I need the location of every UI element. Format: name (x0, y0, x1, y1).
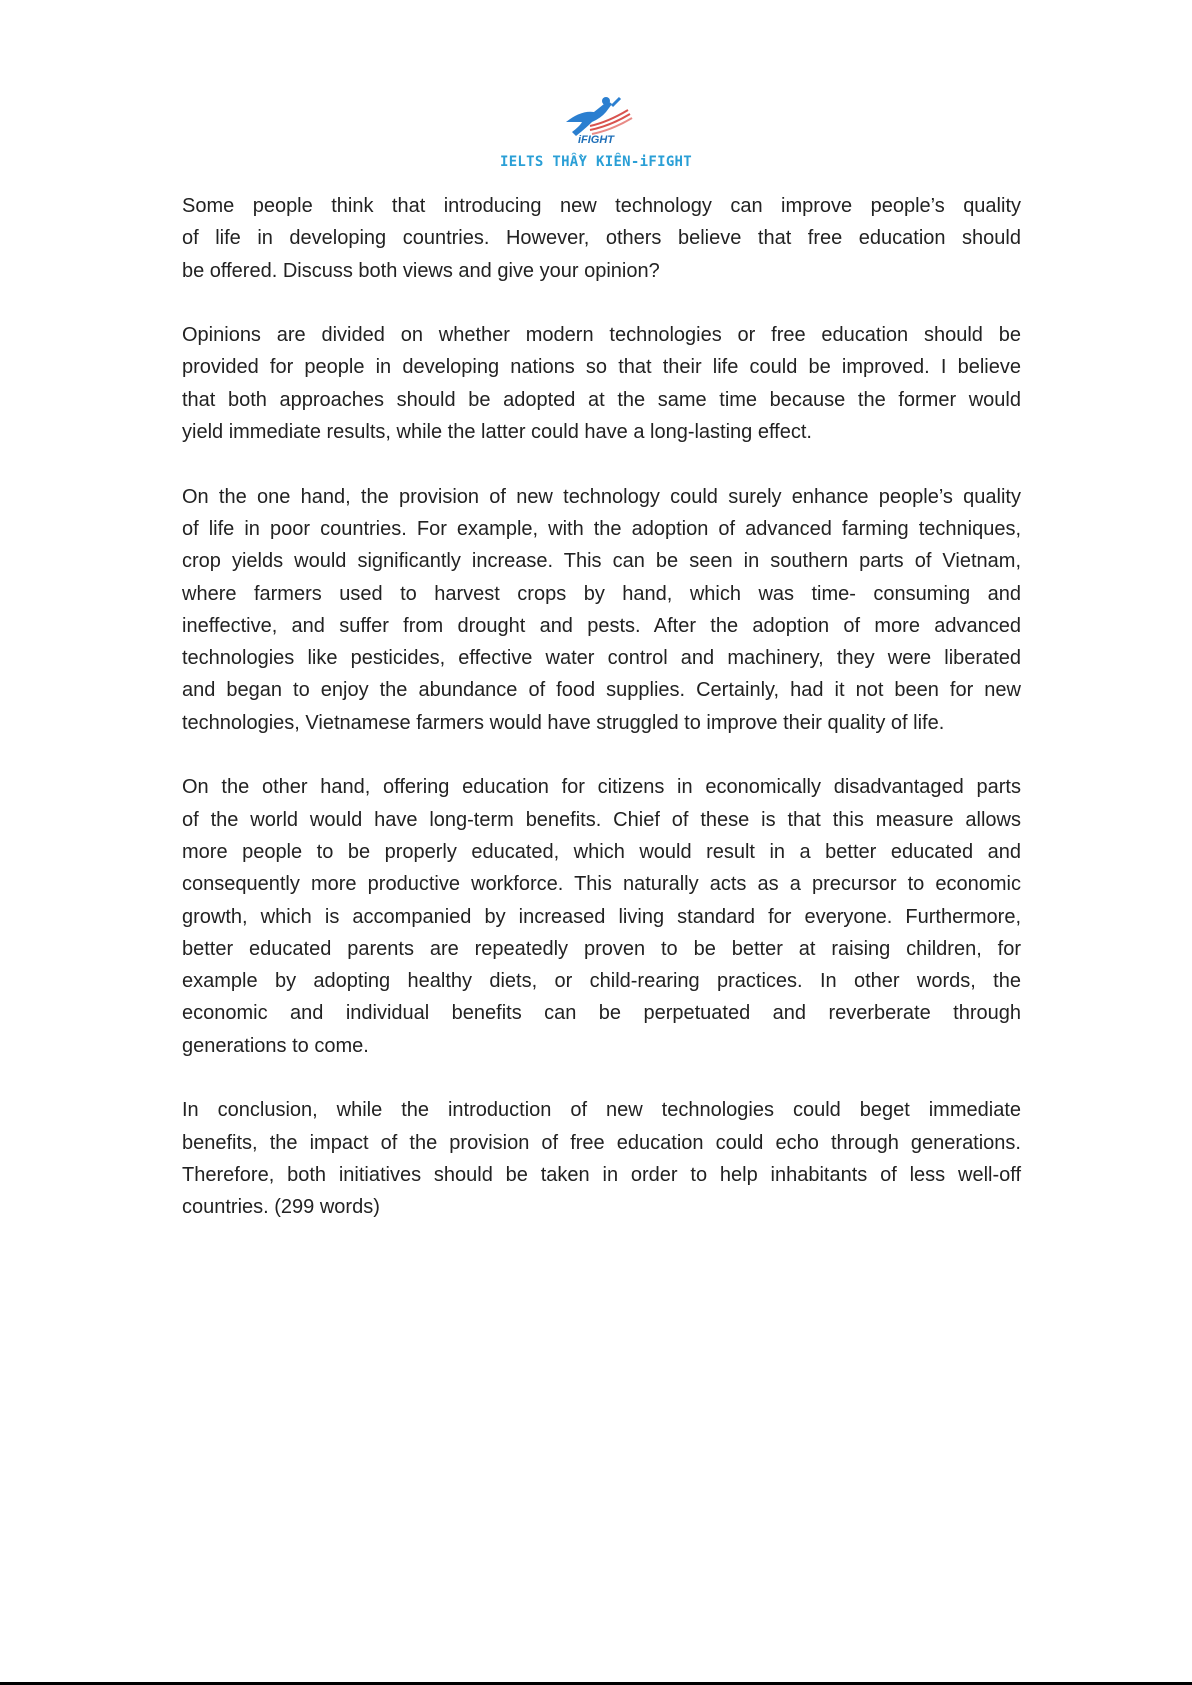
essay-paragraph (182, 190, 1021, 287)
text-line: crop yields would significantly increase. This can be seen in southern parts of Vietnam, (182, 550, 1021, 573)
text-line: Opinions are divided on whether modern technologies or free education should be (182, 324, 1021, 347)
text-line: countries. (299 words) (182, 1196, 380, 1219)
text-line: of life in developing countries. However, others believe that free education should (182, 227, 1021, 250)
text-line: of the world would have long-term benefits. Chief of these is that this measure allows (182, 808, 1021, 831)
text-line: more people to be properly educated, which would result in a better educated and (182, 840, 1021, 863)
essay-paragraph (182, 1094, 1021, 1223)
text-line: Therefore, both initiatives should be taken in order to help inhabitants of less well-off (182, 1163, 1021, 1186)
logo-wordmark: iFIGHT (577, 134, 615, 146)
text-line: technologies, Vietnamese farmers would have struggled to improve their quality of life. (182, 711, 945, 734)
essay-paragraph (182, 319, 1021, 448)
essay-paragraph (182, 771, 1021, 1062)
essay-body (182, 190, 1021, 1256)
text-line: technologies like pesticides, effective water control and machinery, they were liberated (182, 647, 1021, 670)
text-line: where farmers used to harvest crops by hand, which was time- consuming and (182, 582, 1021, 605)
text-line: and began to enjoy the abundance of food supplies. Certainly, had it not been for new (182, 679, 1021, 702)
text-line: example by adopting healthy diets, or child-rearing practices. In other words, the (182, 970, 1021, 993)
text-line: economic and individual benefits can be perpetuated and reverberate through (182, 1002, 1021, 1025)
text-line: On the one hand, the provision of new technology could surely enhance people’s quality (182, 485, 1021, 508)
text-line: that both approaches should be adopted at the same time because the former would (182, 388, 1021, 411)
text-line: of life in poor countries. For example, with the adoption of advanced farming techniques, (182, 517, 1021, 540)
text-line: yield immediate results, while the latter could have a long-lasting effect. (182, 421, 812, 444)
text-line: ineffective, and suffer from drought and pests. After the adoption of more advanced (182, 614, 1021, 637)
text-line: On the other hand, offering education for citizens in economically disadvantaged parts (182, 776, 1021, 799)
text-line: generations to come. (182, 1034, 369, 1057)
text-line: provided for people in developing nations so that their life could be improved. I believe (182, 356, 1021, 379)
text-line: better educated parents are repeatedly proven to be better at raising children, for (182, 937, 1021, 960)
essay-paragraph (182, 481, 1021, 739)
text-line: In conclusion, while the introduction of new technologies could beget immediate (182, 1099, 1021, 1122)
text-line: Some people think that introducing new technology can improve people’s quality (182, 195, 1021, 217)
text-line: growth, which is accompanied by increased living standard for everyone. Furthermore, (182, 905, 1021, 928)
header-caption: IELTS THẦY KIÊN-iFIGHT (499, 154, 693, 170)
text-line: consequently more productive workforce. This naturally acts as a precursor to economic (182, 873, 1021, 896)
text-line: be offered. Discuss both views and give your opinion? (182, 259, 660, 282)
text-line: benefits, the impact of the provision of free education could echo through generations. (182, 1131, 1021, 1154)
